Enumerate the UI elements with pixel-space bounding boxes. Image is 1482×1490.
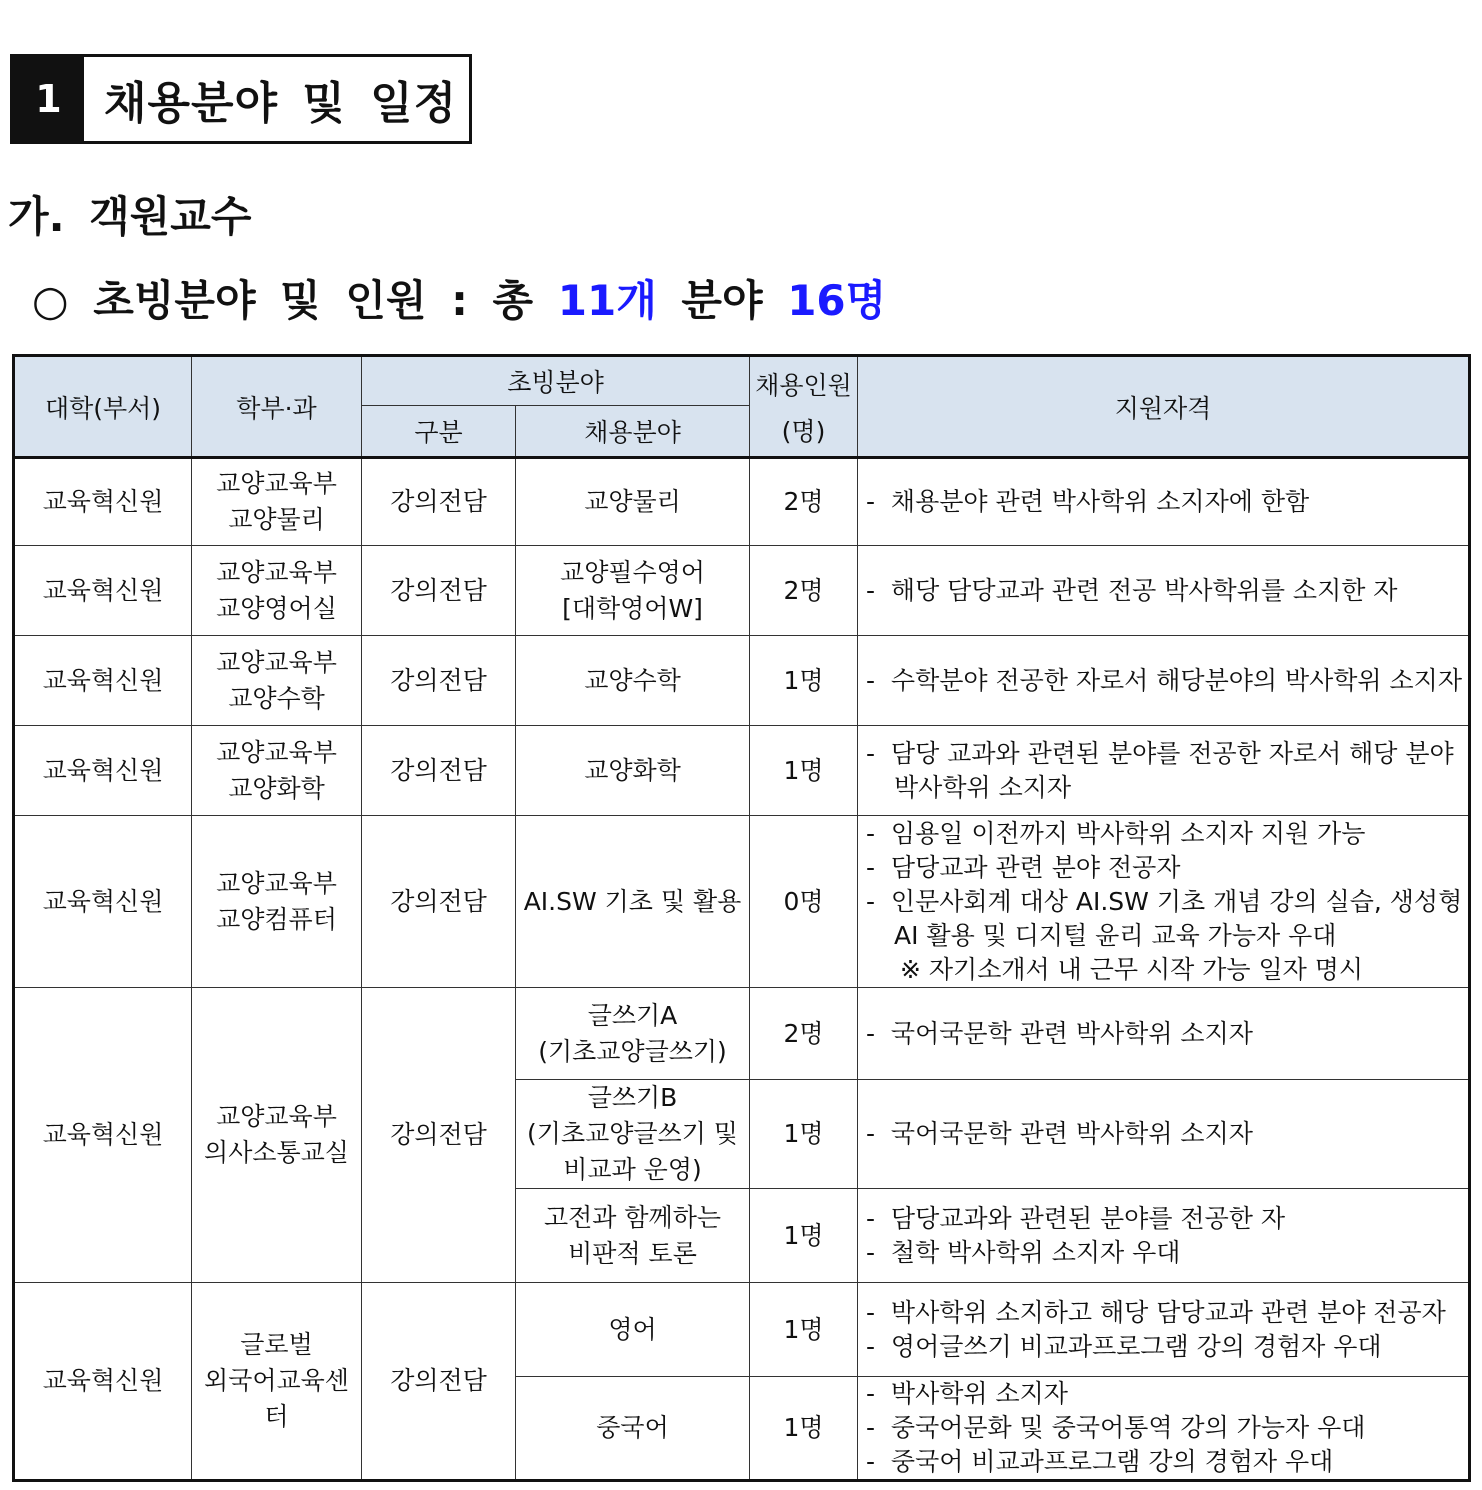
qualification-item: - 국어국문학 관련 박사학위 소지자	[866, 1018, 1253, 1048]
count-cell: 2명	[750, 546, 858, 636]
table-row	[14, 636, 1470, 726]
field-line: 교양물리	[584, 487, 681, 516]
qualification-item: - 영어글쓰기 비교과프로그램 강의 경험자 우대	[866, 1331, 1382, 1361]
field-line: AI.SW 기초 및 활용	[523, 886, 742, 916]
qualification-item: - 박사학위 소지자	[866, 1379, 1068, 1408]
summary-prefix: ○ 초빙분야 및 인원 : 총	[32, 276, 558, 325]
qualification-cell	[858, 458, 1470, 546]
dept-cell	[192, 458, 362, 546]
summary-line	[32, 268, 886, 328]
qualification-item: - 수학분야 전공한 자로서 해당분야의 박사학위 소지자	[866, 665, 1462, 695]
dept-line: 교양교육부	[216, 647, 337, 677]
field-cell	[516, 636, 750, 726]
field-cell	[516, 988, 750, 1080]
count-cell: 0명	[750, 816, 858, 988]
field-line: 중국어	[596, 1413, 669, 1442]
summary-people: 16명	[787, 276, 887, 325]
qualification-cell	[858, 546, 1470, 636]
table-row	[14, 546, 1470, 636]
summary-fields: 11개	[557, 276, 657, 325]
header-field: 채용분야	[516, 406, 750, 458]
qualification-cell	[858, 988, 1470, 1080]
field-cell	[516, 458, 750, 546]
qualification-cell	[858, 636, 1470, 726]
qualification-item: - 채용분야 관련 박사학위 소지자에 한함	[866, 487, 1310, 516]
type-cell: 강의전담	[362, 816, 516, 988]
table-row	[14, 988, 1470, 1080]
qualification-item: - 인문사회계 대상 AI.SW 기초 개념 강의 실습, 생성형 AI 활용 및 디지털 윤리 교육 가능자 우대	[866, 886, 1471, 950]
header-dept: 학부·과	[192, 356, 362, 458]
table-row	[14, 816, 1470, 988]
type-cell: 강의전담	[362, 988, 516, 1283]
field-cell	[516, 726, 750, 816]
count-cell: 1명	[750, 1283, 858, 1377]
table-row	[14, 1283, 1470, 1377]
qualification-item: - 해당 담당교과 관련 전공 박사학위를 소지한 자	[866, 575, 1398, 605]
field-line: 비교과 운영)	[563, 1155, 702, 1184]
header-qual: 지원자격	[858, 356, 1470, 458]
type-cell: 강의전담	[362, 1283, 516, 1481]
qualification-item: - 중국어 비교과프로그램 강의 경험자 우대	[866, 1447, 1334, 1476]
dept-line: 교양물리	[228, 505, 325, 534]
dept-cell	[192, 988, 362, 1283]
qualification-cell	[858, 1377, 1470, 1481]
recruitment-table	[12, 354, 1471, 1482]
qualification-item: - 담당교과 관련 분야 전공자	[866, 852, 1181, 882]
qualification-cell	[858, 1080, 1470, 1189]
field-line: 교양수학	[584, 665, 681, 695]
section-number: 1	[13, 57, 84, 141]
type-cell: 강의전담	[362, 726, 516, 816]
field-line: 글쓰기A	[587, 1000, 678, 1030]
college-cell: 교육혁신원	[14, 546, 192, 636]
field-line: 교양화학	[584, 755, 681, 785]
count-cell: 1명	[750, 1377, 858, 1481]
header-count-line1: 채용인원	[755, 370, 852, 400]
header-count-line2: (명)	[781, 416, 826, 446]
table-row	[14, 726, 1470, 816]
section-title: 채용분야 및 일정	[104, 78, 458, 129]
header-college: 대학(부서)	[14, 356, 192, 458]
qualification-item: - 담당교과와 관련된 분야를 전공한 자	[866, 1203, 1285, 1233]
college-cell: 교육혁신원	[14, 816, 192, 988]
header-type: 구분	[362, 406, 516, 458]
header-count	[750, 356, 858, 458]
field-cell	[516, 1189, 750, 1283]
dept-line: 외국어교육센터	[204, 1366, 349, 1431]
dept-line: 교양수학	[228, 683, 325, 713]
subheading: 가. 객원교수	[8, 192, 252, 241]
dept-line: 교양교육부	[216, 1102, 337, 1131]
college-cell: 교육혁신원	[14, 636, 192, 726]
dept-line: 교양화학	[228, 773, 325, 803]
dept-line: 교양교육부	[216, 557, 337, 587]
count-cell: 1명	[750, 726, 858, 816]
type-cell: 강의전담	[362, 458, 516, 546]
field-line: 글쓰기B	[587, 1083, 678, 1112]
dept-cell	[192, 636, 362, 726]
qualification-item: - 임용일 이전까지 박사학위 소지자 지원 가능	[866, 818, 1366, 848]
field-line: [대학영어W]	[562, 593, 703, 623]
dept-line: 교양교육부	[216, 737, 337, 767]
type-cell: 강의전담	[362, 636, 516, 726]
field-line: (기초교양글쓰기)	[538, 1036, 727, 1066]
field-line: 고전과 함께하는	[544, 1202, 721, 1232]
field-cell	[516, 1080, 750, 1189]
qualification-item: - 박사학위 소지하고 해당 담당교과 관련 분야 전공자	[866, 1297, 1446, 1327]
qualification-note: ※ 자기소개서 내 근무 시작 가능 일자 명시	[900, 954, 1363, 984]
count-cell: 1명	[750, 1080, 858, 1189]
qualification-cell	[858, 1283, 1470, 1377]
field-cell	[516, 546, 750, 636]
dept-line: 교양교육부	[216, 868, 337, 898]
dept-cell	[192, 816, 362, 988]
field-cell	[516, 1377, 750, 1481]
qualification-cell	[858, 1189, 1470, 1283]
table-body	[14, 458, 1470, 1481]
count-cell: 2명	[750, 988, 858, 1080]
field-line: 교양필수영어	[560, 557, 705, 587]
dept-line: 교양교육부	[216, 469, 337, 498]
summary-middle: 분야	[656, 276, 788, 325]
college-cell: 교육혁신원	[14, 988, 192, 1283]
count-cell: 1명	[750, 636, 858, 726]
field-line: 비판적 토론	[568, 1238, 697, 1268]
qualification-item: - 국어국문학 관련 박사학위 소지자	[866, 1119, 1253, 1148]
dept-cell	[192, 546, 362, 636]
field-cell	[516, 816, 750, 988]
table-row	[14, 458, 1470, 546]
type-cell: 강의전담	[362, 546, 516, 636]
qualification-item: - 철학 박사학위 소지자 우대	[866, 1237, 1181, 1267]
qualification-cell	[858, 726, 1470, 816]
dept-line: 글로벌	[240, 1330, 313, 1359]
qualification-item: - 중국어문화 및 중국어통역 강의 가능자 우대	[866, 1413, 1366, 1442]
qualification-cell	[858, 816, 1470, 988]
count-cell: 2명	[750, 458, 858, 546]
field-line: 영어	[608, 1314, 657, 1344]
college-cell: 교육혁신원	[14, 458, 192, 546]
dept-line: 의사소통교실	[204, 1138, 349, 1167]
header-field-group: 초빙분야	[362, 356, 750, 406]
qualification-item: - 담당 교과와 관련된 분야를 전공한 자로서 해당 분야 박사학위 소지자	[866, 738, 1462, 802]
college-cell: 교육혁신원	[14, 726, 192, 816]
dept-cell	[192, 726, 362, 816]
dept-line: 교양영어실	[216, 593, 337, 623]
section-header	[10, 54, 472, 144]
college-cell: 교육혁신원	[14, 1283, 192, 1481]
field-line: (기초교양글쓰기 및	[527, 1119, 738, 1148]
dept-line: 교양컴퓨터	[216, 904, 337, 934]
count-cell: 1명	[750, 1189, 858, 1283]
dept-cell	[192, 1283, 362, 1481]
field-cell	[516, 1283, 750, 1377]
